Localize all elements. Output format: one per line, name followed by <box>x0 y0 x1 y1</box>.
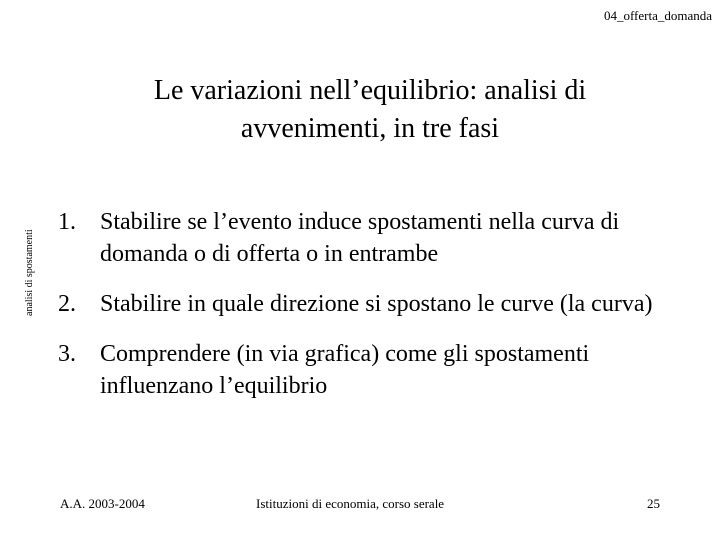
slide-title-line-1: Le variazioni nell’equilibrio: analisi di <box>153 75 587 106</box>
list-item-text: Comprendere (in via grafica) come gli spostamenti influenzano l’equilibrio <box>100 341 590 399</box>
list-item <box>58 206 678 270</box>
header-label: 04_offerta_domanda <box>603 8 712 23</box>
list-item-text: Stabilire in quale direzione si spostano le curve (la curva) <box>100 291 653 317</box>
footer-page-number: 25 <box>647 496 660 511</box>
list-item-number: 2. <box>58 291 76 317</box>
list-item-number: 3. <box>58 341 76 367</box>
slide-title-line-2: avvenimenti, in tre fasi <box>240 113 500 144</box>
list-item-text: Stabilire se l’evento induce spostamenti nella curva di domanda o di offerta o in entrambe <box>100 209 620 267</box>
list-item <box>58 338 678 402</box>
slide-title <box>60 72 680 148</box>
list-item <box>58 288 678 320</box>
footer-academic-year: A.A. 2003-2004 <box>60 496 145 511</box>
side-label: analisi di spostamenti <box>24 229 35 316</box>
footer-course-name: Istituzioni di economia, corso serale <box>256 496 445 511</box>
step-list <box>58 206 678 420</box>
list-item-number: 1. <box>58 209 76 235</box>
